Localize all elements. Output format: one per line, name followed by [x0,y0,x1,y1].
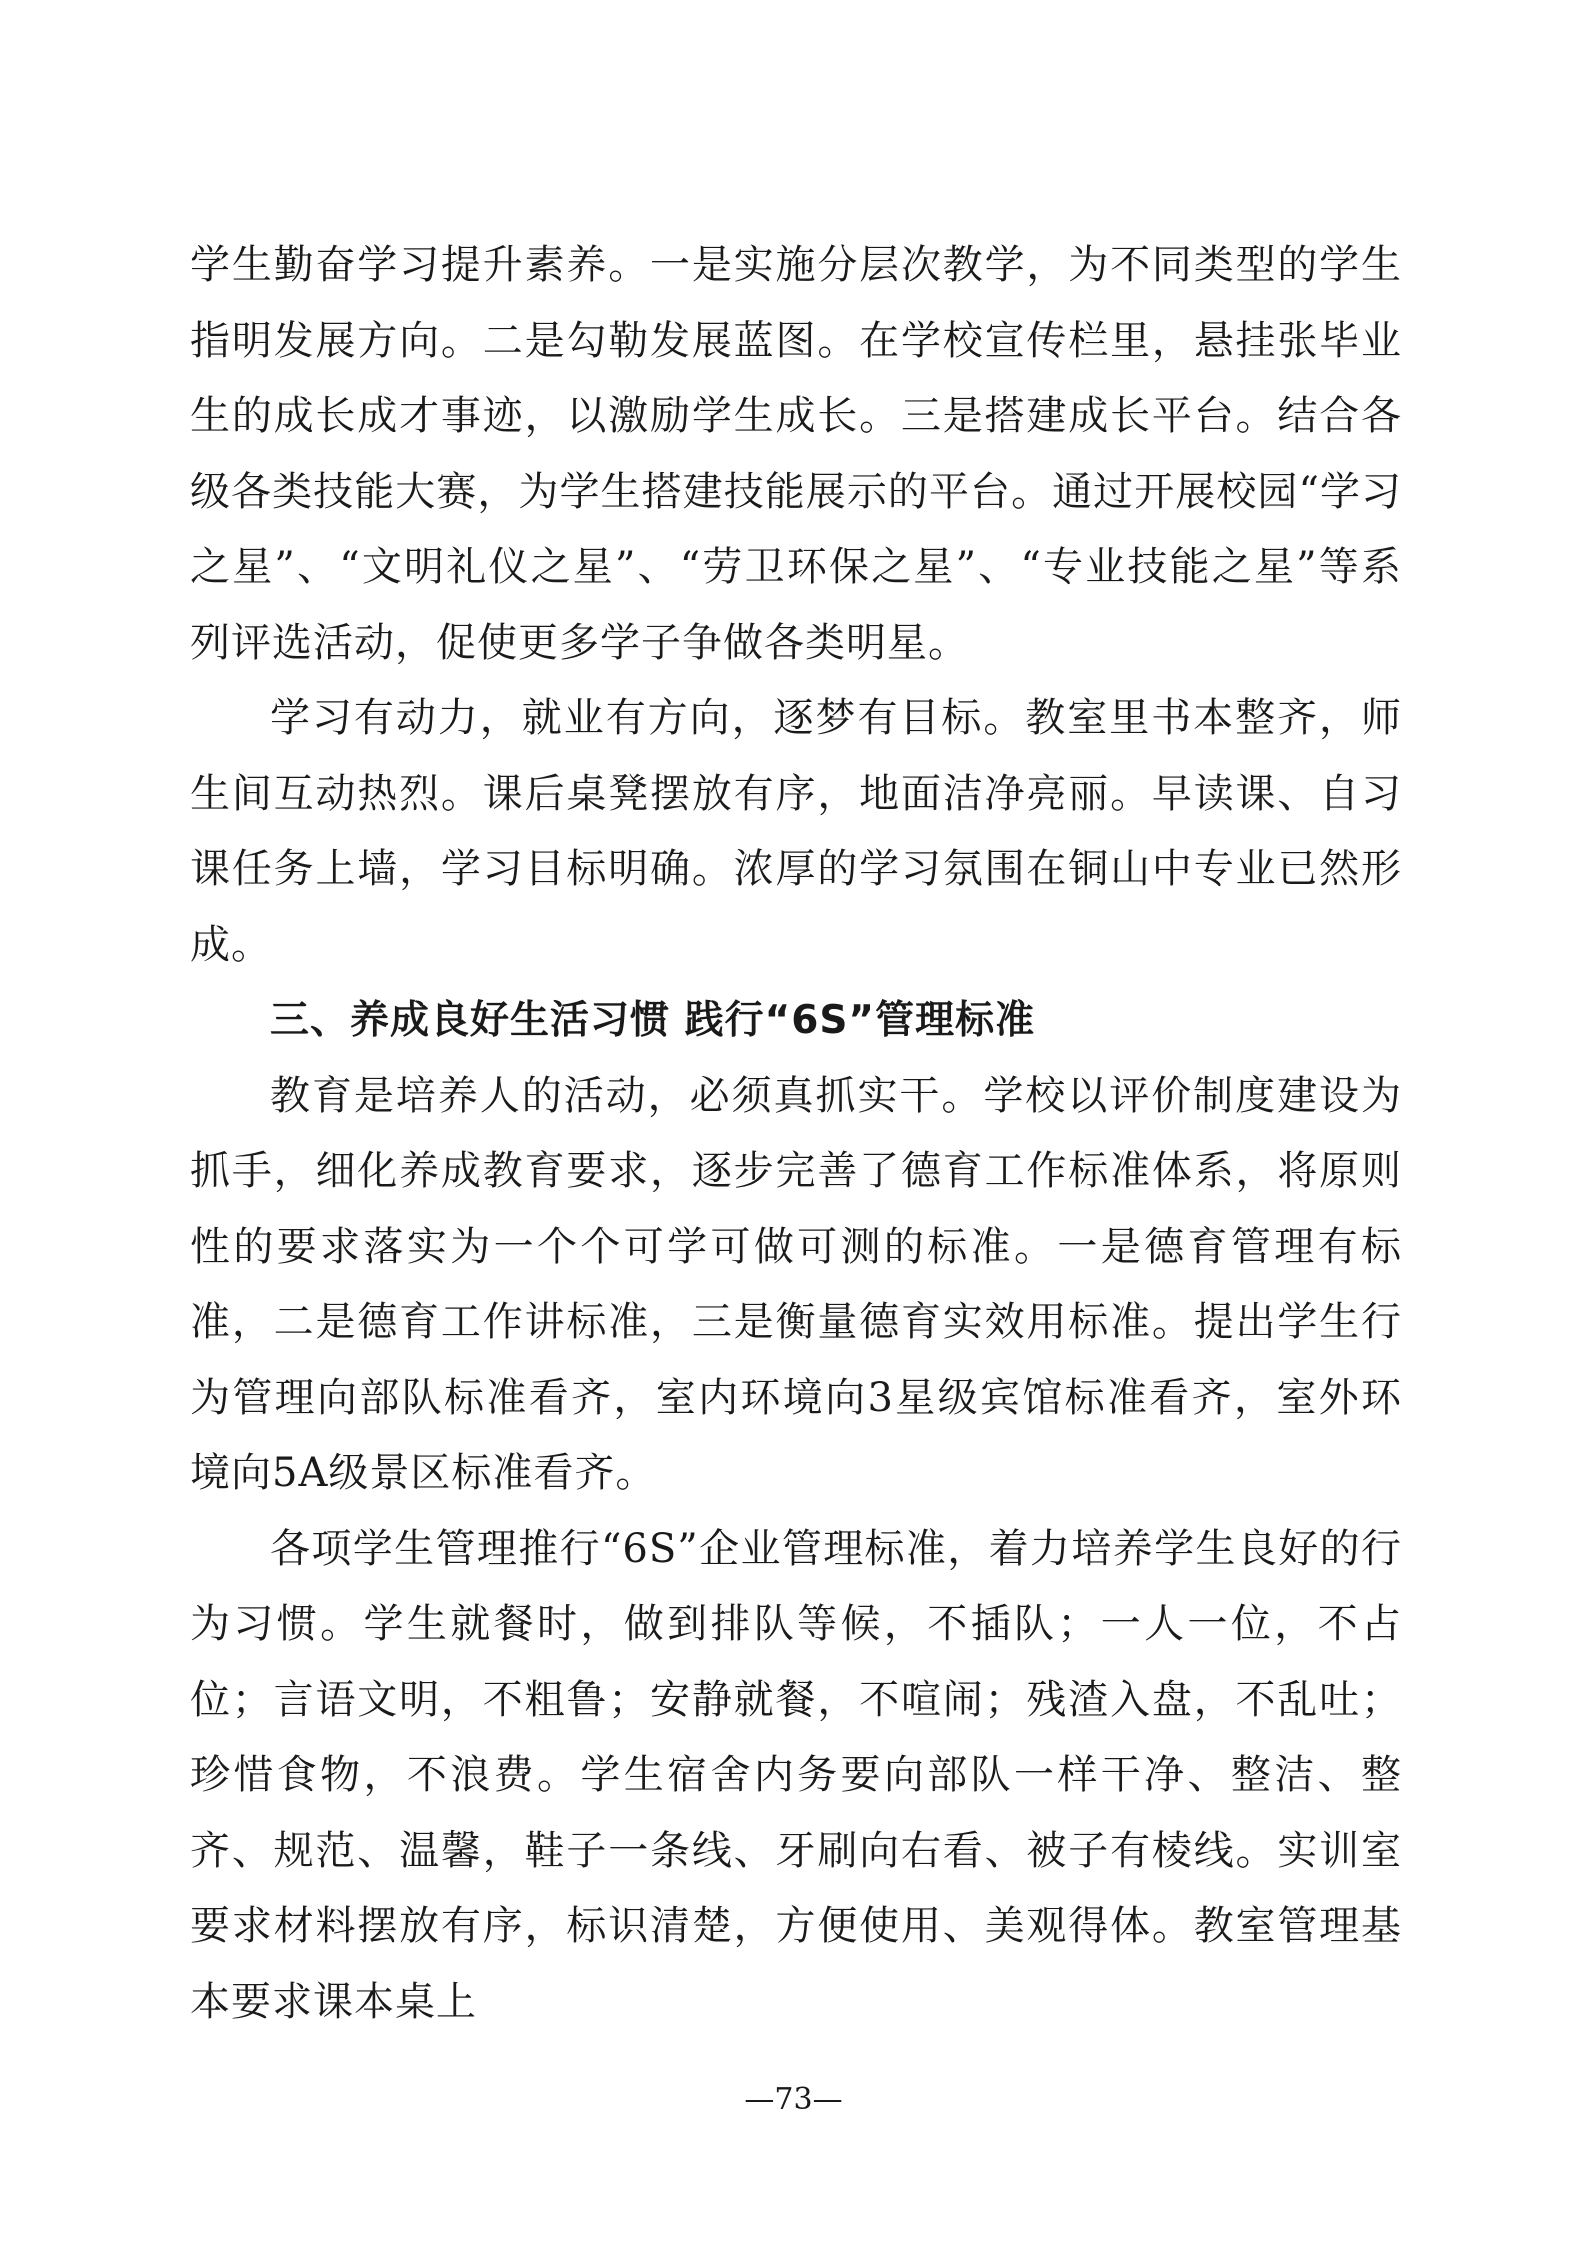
paragraph-1: 学生勤奋学习提升素养。一是实施分层次教学，为不同类型的学生指明发展方向。二是勾勒发展蓝图。在学校宣传栏里，悬挂张毕业生的成长成才事迹，以激励学生成长。三是搭建成长平台。结合各级各类技能大赛，为学生搭建技能展示的平台。通过开展校园“学习之星”、“文明礼仪之星”、“劳卫环保之星”、“专业技能之星”等系列评选活动，促使更多学子争做各类明星。 [190,242,1402,666]
document-body [190,228,1402,2040]
section-heading: 三、养成良好生活习惯 践行“6S”管理标准 [270,998,1036,1043]
paragraph-3: 教育是培养人的活动，必须真抓实干。学校以评价制度建设为抓手，细化养成教育要求，逐步完善了德育工作标准体系，将原则性的要求落实为一个个可学可做可测的标准。一是德育管理有标准，二是德育工作讲标准，三是衡量德育实效用标准。提出学生行为管理向部队标准看齐，室内环境向3星级宾馆标准看齐，室外环境向5A级景区标准看齐。 [190,1072,1402,1496]
paragraph-2: 学习有动力，就业有方向，逐梦有目标。教室里书本整齐，师生间互动热烈。课后桌凳摆放有序，地面洁净亮丽。早读课、自习课任务上墙，学习目标明确。浓厚的学习氛围在铜山中专业已然形成。 [190,695,1402,968]
paragraph-4: 各项学生管理推行“6S”企业管理标准，着力培养学生良好的行为习惯。学生就餐时，做到排队等候，不插队；一人一位，不占位；言语文明，不粗鲁；安静就餐，不喧闹；残渣入盘，不乱吐；珍惜食物，不浪费。学生宿舍内务要向部队一样干净、整洁、整齐、规范、温馨，鞋子一条线、牙刷向右看、被子有棱线。实训室要求材料摆放有序，标识清楚，方便使用、美观得体。教室管理基本要求课本桌上 [190,1525,1402,2025]
page-number: —73— [744,2082,843,2117]
